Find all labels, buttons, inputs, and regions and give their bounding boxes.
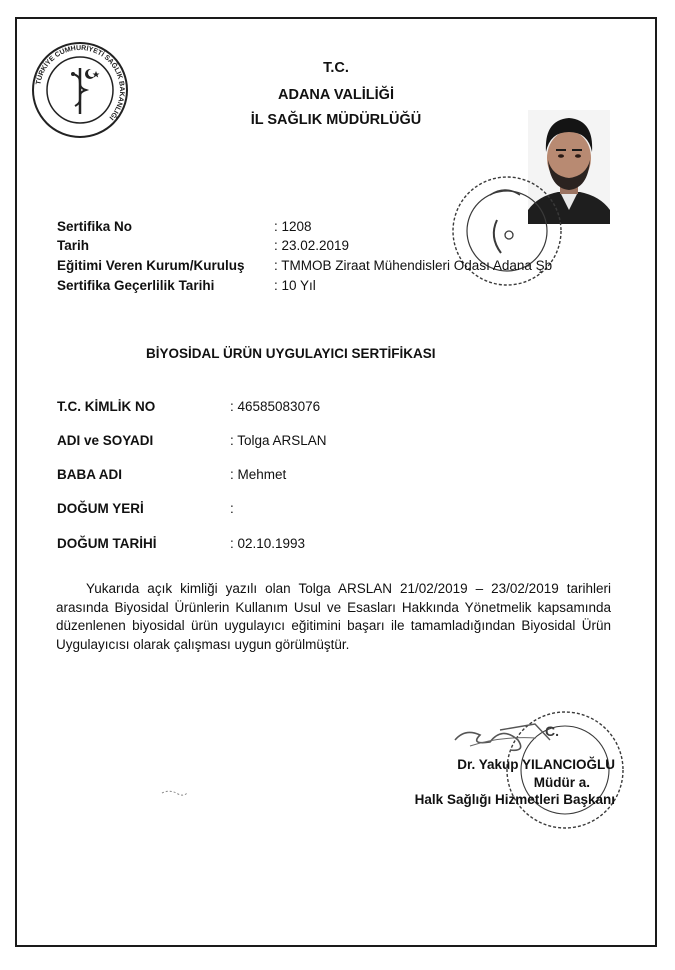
father-name-label: BABA ADI bbox=[57, 467, 122, 482]
stamp-photo-svg bbox=[445, 165, 565, 295]
health-ministry-seal-icon bbox=[30, 40, 130, 140]
validity-label: Sertifika Geçerlilik Tarihi bbox=[57, 278, 215, 293]
seal-ring-text: TÜRKİYE CUMHURİYETİ SAĞLIK BAKANLIĞI bbox=[35, 44, 126, 121]
name-value: : Tolga ARSLAN bbox=[230, 433, 327, 448]
small-mark-svg bbox=[160, 785, 190, 799]
header-directorate: İL SAĞLIK MÜDÜRLÜĞÜ bbox=[250, 112, 422, 128]
signatory-name: Dr. Yakup YILANCIOĞLU bbox=[457, 757, 615, 772]
birthdate-value: : 02.10.1993 bbox=[230, 536, 306, 551]
date-label: Tarih bbox=[57, 238, 90, 253]
birthdate-label: DOĞUM TARİHİ bbox=[57, 536, 157, 551]
certificate-body-text: Yukarıda açık kimliği yazılı olan Tolga ARSLAN 21/02/2019 – 23/02/2019 tarihleri arasında Biyosidal Ürünlerin Kullanım Usul ve Esasları Hakkında Yönetmelik kapsamında düzenlenen biyosidal ürün uygulayıcı eğitimini başarı ile tamamladığından Biyosidal Ürün Uygulayıcısı olarak çalışması uygun görülmüştür. bbox=[56, 581, 611, 652]
cert-no-label: Sertifika No bbox=[57, 219, 133, 234]
cert-no-value: : 1208 bbox=[274, 219, 312, 234]
validity-value: : 10 Yıl bbox=[274, 278, 316, 293]
tc-id-value: : 46585083076 bbox=[230, 399, 321, 414]
name-label: ADI ve SOYADI bbox=[57, 433, 154, 448]
seal-svg bbox=[30, 40, 130, 140]
header-tc: T.C. bbox=[323, 60, 349, 76]
signatory-role: Müdür a. bbox=[533, 775, 590, 790]
signatory-department: Halk Sağlığı Hizmetleri Başkanı bbox=[414, 792, 615, 807]
institution-value: : TMMOB Ziraat Mühendisleri Odası Adana Şb bbox=[274, 258, 553, 273]
svg-text:C.: C. bbox=[545, 723, 559, 739]
certificate-title: BİYOSİDAL ÜRÜN UYGULAYICI SERTİFİKASI bbox=[146, 346, 436, 361]
institution-label: Eğitimi Veren Kurum/Kuruluş bbox=[57, 258, 245, 273]
date-value: : 23.02.2019 bbox=[274, 238, 350, 253]
small-mark bbox=[160, 785, 190, 799]
official-stamp-photo bbox=[445, 165, 565, 295]
birthplace-label: DOĞUM YERİ bbox=[57, 501, 144, 516]
tc-id-label: T.C. KİMLİK NO bbox=[57, 399, 156, 414]
birthplace-value: : bbox=[230, 501, 234, 516]
header-governorship: ADANA VALİLİĞİ bbox=[278, 87, 394, 103]
father-name-value: : Mehmet bbox=[230, 467, 287, 482]
